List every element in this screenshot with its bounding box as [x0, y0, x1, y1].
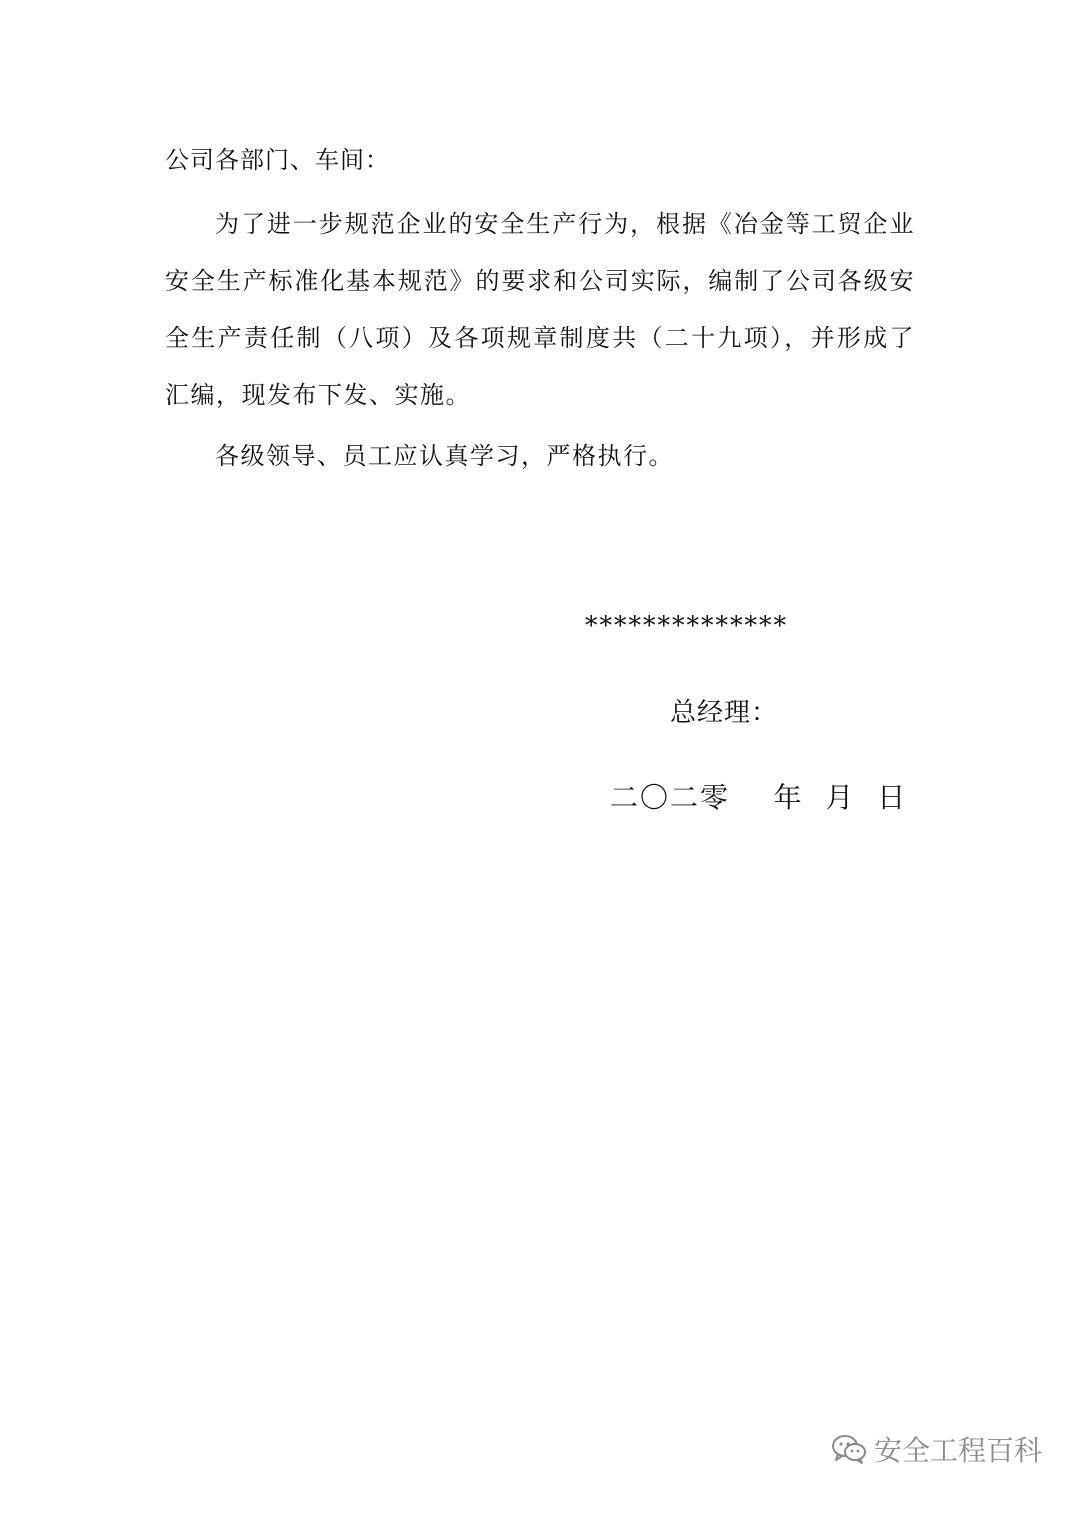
signature-company: **************: [585, 611, 788, 640]
paragraph-instruction: 各级领导、员工应认真学习，严格执行。: [215, 442, 674, 470]
signature-manager: 总经理：: [670, 698, 779, 728]
signature-date: 二〇二零 年 月 日: [610, 781, 908, 814]
watermark-text: 安全工程百科: [873, 1434, 1042, 1467]
document-body: [165, 140, 915, 485]
paragraph-main: 为了进一步规范企业的安全生产行为，根据《冶金等工贸企业安全生产标准化基本规范》的要求和公司实际，编制了公司各级安全生产责任制（八项）及各项规章制度共（二十九项），并形成了汇编，现发布下发、实施。: [165, 210, 915, 409]
watermark: [830, 1429, 1042, 1469]
wechat-icon: [830, 1433, 868, 1465]
salutation: 公司各部门、车间：: [165, 146, 390, 174]
